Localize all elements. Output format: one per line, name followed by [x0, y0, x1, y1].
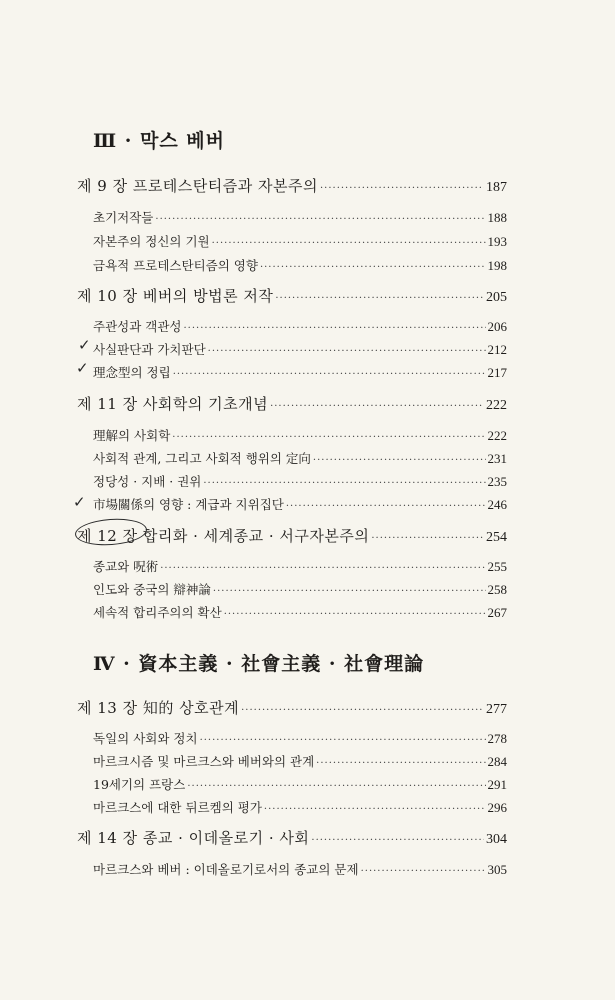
toc-section-entry[interactable] — [93, 557, 507, 575]
toc-chapter-entry[interactable] — [77, 285, 507, 306]
page-number: 217 — [487, 365, 507, 380]
section-title: 주관성과 객관성 — [93, 319, 182, 334]
dot-leader — [212, 238, 486, 249]
page-number: 304 — [486, 832, 507, 847]
dot-leader — [260, 262, 486, 273]
dot-leader — [173, 369, 486, 380]
dot-leader — [313, 455, 486, 466]
toc-chapter-entry[interactable] — [77, 175, 507, 196]
page-number: 205 — [486, 290, 507, 305]
section-title: 금욕적 프로테스탄티즘의 영향 — [93, 258, 258, 273]
page-number: 246 — [487, 497, 507, 512]
section-title: 마르크스와 베버 : 이데올로기로서의 종교의 문제 — [93, 862, 359, 877]
section-title: 인도와 중국의 辯神論 — [93, 582, 211, 597]
dot-leader — [361, 866, 486, 877]
page-number: 267 — [487, 605, 507, 620]
page-number: 258 — [487, 582, 507, 597]
page-number: 231 — [487, 451, 507, 466]
toc-section-entry[interactable] — [93, 580, 507, 598]
dot-leader — [200, 735, 486, 746]
toc-section-entry[interactable] — [93, 495, 507, 513]
page-number: 305 — [487, 862, 507, 877]
page-number: 212 — [487, 342, 507, 357]
chapter-title: 제 12 장 합리화 · 세계종교 · 서구자본주의 — [77, 527, 370, 545]
toc-section-entry[interactable] — [93, 729, 507, 747]
page-number: 198 — [487, 258, 507, 273]
chapter-title: 제 9 장 프로테스탄티즘과 자본주의 — [77, 177, 318, 195]
page-number: 193 — [487, 234, 507, 249]
section-title: 독일의 사회와 정치 — [93, 731, 198, 746]
dot-leader — [320, 183, 484, 194]
dot-leader — [316, 758, 485, 769]
page-number: 222 — [486, 398, 507, 413]
dot-leader — [203, 478, 485, 489]
page-number: 284 — [487, 754, 507, 769]
check-mark-icon: ✓ — [78, 336, 91, 354]
section-title: 理解의 사회학 — [93, 428, 171, 443]
page-number: 291 — [487, 777, 507, 792]
toc-section-entry[interactable] — [93, 752, 507, 770]
page-number: 222 — [487, 428, 507, 443]
toc-chapter-entry[interactable] — [77, 393, 507, 414]
check-mark-icon: ✓ — [76, 359, 89, 377]
dot-leader — [208, 346, 486, 357]
toc-section-entry[interactable] — [93, 449, 507, 467]
toc-section-entry[interactable] — [93, 208, 507, 226]
toc-section-entry[interactable] — [93, 232, 507, 250]
part-title: Ⅲ · 막스 베버 — [93, 130, 226, 152]
section-title: 사실판단과 가치판단 — [93, 342, 206, 357]
page-number: 296 — [487, 800, 507, 815]
page-number: 278 — [487, 731, 507, 746]
page-number: 187 — [486, 180, 507, 195]
toc-section-entry[interactable] — [93, 340, 507, 358]
dot-leader — [224, 609, 486, 620]
page-number: 254 — [486, 530, 507, 545]
dot-leader — [172, 432, 485, 443]
dot-leader — [264, 804, 486, 815]
check-mark-icon: ✓ — [73, 493, 86, 511]
section-title: 정당성 · 지배 · 권위 — [93, 474, 202, 489]
toc-section-entry[interactable] — [93, 363, 507, 381]
toc-section-entry[interactable] — [93, 798, 507, 816]
dot-leader — [270, 401, 484, 412]
chapter-title: 제 14 장 종교 · 이데올로기 · 사회 — [77, 829, 310, 847]
dot-leader — [311, 835, 484, 846]
chapter-title: 제 11 장 사회학의 기초개념 — [77, 395, 269, 413]
dot-leader — [160, 563, 485, 574]
toc-section-entry[interactable] — [93, 603, 507, 621]
chapter-title: 제 10 장 베버의 방법론 저작 — [77, 287, 274, 305]
toc-section-entry[interactable] — [93, 860, 507, 878]
dot-leader — [187, 781, 485, 792]
dot-leader — [184, 323, 486, 334]
section-title: 19세기의 프랑스 — [93, 777, 186, 792]
toc-chapter-entry[interactable] — [77, 697, 507, 718]
page-number: 277 — [486, 702, 507, 717]
part-title: Ⅳ · 資本主義 · 社會主義 · 社會理論 — [93, 653, 425, 675]
section-title: 마르크스에 대한 뒤르켐의 평가 — [93, 800, 262, 815]
toc-section-entry[interactable] — [93, 317, 507, 335]
dot-leader — [371, 533, 484, 544]
dot-leader — [213, 586, 486, 597]
page-number: 188 — [487, 210, 507, 225]
page-number: 206 — [487, 319, 507, 334]
toc-section-entry[interactable] — [93, 775, 507, 793]
section-title: 理念型의 정립 — [93, 365, 171, 380]
section-title: 마르크시즘 및 마르크스와 베버와의 관계 — [93, 754, 315, 769]
section-title: 종교와 呪術 — [93, 559, 159, 574]
section-title: 사회적 관계, 그리고 사회적 행위의 定向 — [93, 451, 311, 466]
toc-section-entry[interactable] — [93, 472, 507, 490]
page-number: 235 — [487, 474, 507, 489]
toc-section-entry[interactable] — [93, 256, 507, 274]
dot-leader — [241, 705, 484, 716]
dot-leader — [155, 214, 485, 225]
toc-chapter-entry[interactable] — [77, 827, 507, 848]
page-number: 255 — [487, 559, 507, 574]
toc-section-entry[interactable] — [93, 426, 507, 444]
chapter-title: 제 13 장 知的 상호관계 — [77, 699, 240, 717]
section-title: 세속적 합리주의의 확산 — [93, 605, 222, 620]
dot-leader — [286, 501, 486, 512]
section-title: 市場關係의 영향 : 계급과 지위집단 — [93, 497, 284, 512]
section-title: 자본주의 정신의 기원 — [93, 234, 210, 249]
section-title: 초기저작들 — [93, 210, 154, 225]
dot-leader — [275, 293, 484, 304]
